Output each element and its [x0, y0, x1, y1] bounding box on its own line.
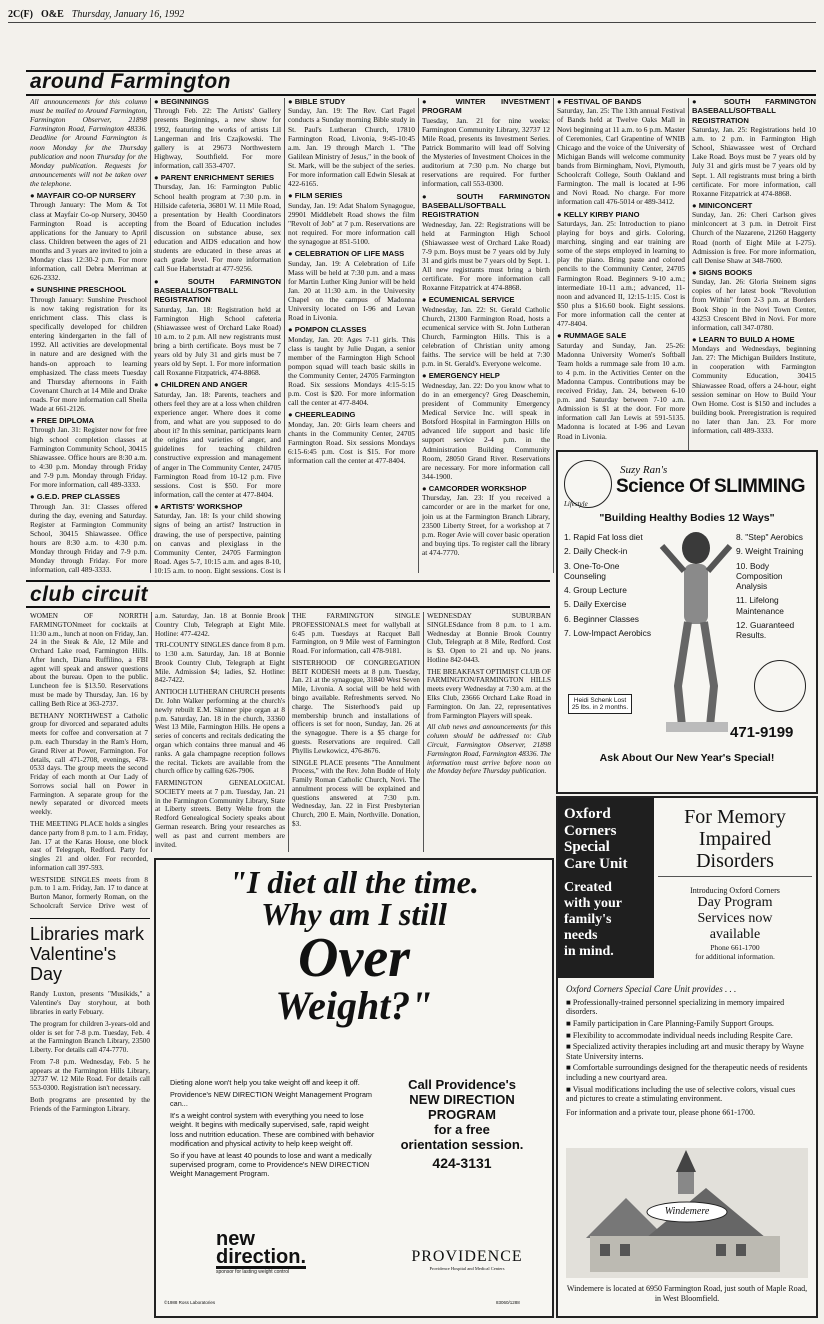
providence-logo: PROVIDENCE Providence Hospital and Medical Centers [411, 1248, 523, 1271]
around-column-3 [288, 97, 415, 577]
around-column-1 [30, 97, 147, 577]
windemere-location: Windemere is located at 6950 Farmington Road, just south of Maple Road, in West Bloomfield. [566, 1284, 808, 1303]
oxford-headline: For Memory Impaired Disorders [658, 806, 812, 877]
slimming-phone: 471-9199 [730, 724, 794, 741]
event-item: ● FESTIVAL OF BANDS Saturday, Jan. 25: The 13th annual Festival of Bands held at Twelve Oaks Mall in Novi beginning at 11 a.m. to 6 p.m. Master of Ceremonies, Carl Grapentine of WNIB Chicago and the voice of the University of Michigan Bands will welcome community bands from Birmingham, Novi, Plymouth, Schoolcraft College, South Oakland and Farmington. The mall is located at I-96 and Novi Road. No charge. For more information call 476-5014 or 489-3412. [557, 97, 685, 207]
section-title-around: around Farmington [30, 70, 231, 93]
event-item: ● ECUMENICAL SERVICE Wednesday, Jan. 22: St. Gerald Catholic Church, 21300 Farmington Road, hosts a ecumenical service with St. John Lutheran Church, Farmington Hills. This is a celebration of Christian unity among faiths. The service will be held at 7:30 p.m. in St. Gerald's. Everyone welcome. [422, 295, 550, 368]
col-rule [418, 98, 419, 573]
oxford-provides: Oxford Corners Special Care Unit provides . . . ■ Professionally-trained personnel specializing in memory impaired disorders. ■ Family participation in Care Planning-Family Support Groups. ■ Flexibility to accommodate individual needs including Respite Care. ■ Specialized activity therapies including art and music therapy by Wayne State University interns. ■ Comfortable surroundings designed for the therapeutic needs of residents including a new courtyard area. ■ Visual modifications including the use of selective colors, visual cues and pictures to create a stimulating environment. For information and a private tour, please phone 661-1700. [566, 984, 808, 1117]
col-rule [553, 98, 554, 573]
event-item: ● FREE DIPLOMA Through Jan. 31: Register now for free high school completion classes at Farmington Community School, 30415 Shiawassee. Office hours are 8:30 a.m. to 4:30 p.m. Monday through Friday and 7-9 p.m. Monday through Friday. For more information, call 489-3333. [30, 416, 147, 489]
section-title-club: club circuit [30, 583, 149, 606]
club-column-3: THE FARMINGTON SINGLE PROFESSIONALS meet for wallyball at 6:45 p.m. Tuesdays at Racquet Ball Farmington, on 9 Mile west of Farmington Road. For information, call 478-9181. SISTERHOOD OF CONGREGATION BEIT KODESH meets at 8 p.m. Tuesday, Jan. 21 at the synagogue, 31840 West Seven Mile, Livonia. A social will be held with bingo available. Refreshments served. No charge. The Sisterhood's paid up membership brunch and installations of officers is set for noon, Sunday, Jan. 26 at the synagogue. There is a $5 charge for guests. Reservations are required. Call Phyllis Lewkowicz, 476-8676. SINGLE PLACE presents "The Annulment Process," with the Rev. John Budde of Holy Family Roman Catholic Church, Novi. The annulment process will be explained and questions answered at 7:30 p.m. Wednesday, Jan. 22 in First Presbyterian Church, 200 E. Main, Northville. Donation, $3. [292, 612, 420, 828]
section-rule-bottom [26, 94, 816, 96]
col-rule [151, 612, 152, 852]
event-item: ● CHILDREN AND ANGER Saturday, Jan. 18: Parents, teachers and others feel they are at a loss when children experience anger. Where does it come from, and what are you supposed to do about it? In this seminar, participants learn the origins and varieties of anger, and guidelines for teaching children constructive expression and management of anger in The Community Center, 24705 Farmington Road from 10-12 p.m. Five sessions. Cost is $50. For more information, call the center at 477-8404. [154, 380, 281, 499]
libraries-story [30, 918, 150, 1313]
col-rule [288, 612, 289, 852]
slimming-footer: Ask About Our New Year's Special! [599, 752, 775, 764]
event-item: ● RUMMAGE SALE Saturday and Sunday, Jan. 25-26: Madonna University Women's Softball Team holds a rummage sale from 10 a.m. to 4 p.m. in the Activities Center on the Madonna Campus. Contributions may be received Friday, Jan. 24, between 6-10 p.m. and Saturday between 7-10 a.m. Admission is $1 at the door. For more information call Jan Lewis at 591-5135. Madonna is located at I-96 and Levan Road in Livonia. [557, 331, 685, 441]
paper-name: O&E [41, 8, 64, 20]
slimming-ad [556, 450, 818, 794]
club-rule-bottom [26, 606, 550, 608]
slimming-right-list: 8. "Step" Aerobics 9. Weight Training 10. Body Composition Analysis 11. Lifelong Maintenance 12. Guaranteed Results. [736, 532, 804, 640]
club-column-1: WOMEN OF NORRTH FARMINGTONmeet for cocktails at 11:30 a.m., lunch at noon on Friday, Jan. 24 in the Steak & Ale, 12 Mile and Orchard Lake road, Farmington Hills. After lunch, Diana Ruffilino, a FBI agent will speak and answer questions about the bureau. Open to the public. Luncheon fee is $13.50. Reservations must be made by Thursday, Jan. 16 by calling Beth Rice at 363-2737. BETHANY NORTHWEST a Catholic group for divorced and separated adults meets for coffee and conversation at 7 p.m. each Thursday in the Ram's Horn, Grand River at Power, Farmington. For details, call 471-2708, evenings, 478-0533 days. The group meets the second Friday of each month at Our Lady of Sorrows social hall on Power in Farmington. A separate group for the newly separated or divorced meets weekly. THE MEETING PLACE holds a singles dance party from 8 p.m. to 1 a.m. Friday, Jan. 17 at the Karas House, one block east of Telegraph, Redford. Party for singles 21 and older. For recorded, information call 397-593. WESTSIDE SINGLES meets from 8 p.m. to 1 a.m. Friday, Jan. 17 to dance at Burton Manor, formerly Roman, on the Schoolcraft Service Drive west of [30, 612, 148, 910]
slimming-subtitle: "Building Healthy Bodies 12 Ways" [599, 512, 775, 524]
event-item: ● ARTISTS' WORKSHOP Saturday, Jan. 18: Is your child showing signs of being an artist? Instruction in drawing, the use of perspective, painting on canvas and plexiglass in the Community Center, 24705 Farmington Road. Ages 5-7, 10:15 a.m. and ages 8-10, 10:15 a.m. to noon. Eight sessions. Cost is [154, 502, 281, 577]
libraries-headline-2: Valentine's Day [30, 943, 117, 984]
oxford-intro: Introducing Oxford Corners Day Program Services now available Phone 661-1700 for additional information. [690, 886, 780, 961]
around-intro: All announcements for this column must be mailed to Around Farmington, Farmington Observer, 21898 Farmington Road, Farmington 48336. Deadline for Around Farmington is noon Monday for the Thursday publication and noon Thursday for the Monday publication. Requests for announcements will not be taken over the telephone. [30, 97, 147, 188]
event-item: ● G.E.D. PREP CLASSES Through Jan. 31: Classes offered during the day, evening and Saturday. Register at Farmington Community School, 30415 Shiawassee. Office hours are 8:30 a.m. to 4:30 p.m. Monday through Friday and 7-9 p.m. Monday through Friday. For more information, call 489-3333. [30, 492, 147, 574]
issue-date: Thursday, January 16, 1992 [71, 8, 185, 20]
slimming-left-list: 1. Rapid Fat loss diet 2. Daily Check-in 3. One-To-One Counseling 4. Group Lecture 5. Daily Exercise 6. Beginner Classes 7. Low-Impact Aerobics [564, 532, 652, 638]
new-direction-ad [154, 858, 554, 1318]
windemere-sign: Windemere [664, 1206, 710, 1217]
diet-body: Dieting alone won't help you take weight off and keep it off. Providence's NEW DIRECTION Weight Management Program can... It's a weight control system with everything you need to lose weight. It begins with medically supervised, safe, rapid weight loss and nutrition education. These are combined with behavior modification and physical activity to help keep weight off. So if you have at least 40 pounds to lose and want a medically supervised program, come to Providence's NEW DIRECTION Weight Management Program. [170, 1078, 375, 1178]
event-item: ● MAYFAIR CO-OP NURSERY Through January: The Mom & Tot class at Mayfair Co-op Nursery, 30450 Farmington Road is accepting applications for the January to April class. Children between the ages of 21 months and 3 years are invited to join a Monday class 12:30-2 p.m. For more information, call Debra Merriman at 626-2332. [30, 191, 147, 282]
diet-headline: "I diet all the time. Why am I still Over Weight?" [229, 864, 479, 1028]
event-item: ● SOUTH FARMINGTON BASEBALL/SOFTBALL REGISTRATION Saturday, Jan. 18: Registration held at Farmington High School cafeteria (Shiawassee west of Orchard Lake Road) 10 a.m. to 2 p.m. All new registrants must bring a birth certificate. Boys must be 7 years old by July 31 and girls must be 7 years old by Sept. 1. For more information call Roxanne Fitzpatrick, 474-8868. [154, 277, 281, 378]
oxford-corners-ad [556, 796, 818, 1318]
libraries-headline-1: Libraries mark [30, 924, 145, 944]
event-item: ● MINICONCERT Sunday, Jan. 26: Cheri Carlson gives minlconcert at 3 p.m. in Detroit First Church of the Nazarene, 21260 Haggerty Road (north of Eight Mile at I-275). Admission is free. For more information, call Denise Shaw at 348-7600. [692, 201, 816, 265]
col-rule [150, 98, 151, 573]
diet-phone: 424-3131 [432, 1154, 492, 1171]
header-rule [8, 22, 816, 23]
club-rule-top [26, 580, 550, 582]
event-item: ● KELLY KIRBY PIANO Saturdays, Jan. 25: Introduction to piano playing for boys and girls. Coloring, marching, singing and ear training are some of the steps employed in learning to play the piano. Bring paste and colored pencils to the Community Center, 24705 Farmington Road. Beginners 9-10 a.m.; intermediate 10-11 a.m.; advanced, 11-noon and advanced II, 12:15-1:15. Cost is $50 plus a $16.60 book. Eight sessions. For more information call the center at 477-8404. [557, 210, 685, 329]
event-item: ● POMPON CLASSES Monday, Jan. 20: Ages 7-11 girls. This class is taught by Julie Dugan, a senior member of the Farmington High School pompon squad will teach basic skills in the Community Center, 24705 Farmington Road. Six sessions Mondays 4:15-5:15 p.m. Cost is $20. For more information call the center at 477-8404. [288, 325, 415, 407]
page-header [8, 6, 816, 22]
event-item: ● CAMCORDER WORKSHOP Thursday, Jan. 23: If you received a camcorder or are in the market for one, join us at the Farmington Branch Library, 23500 Liberty Street, for a workshop at 7 p.m. Roger Avie will cover basic operation and buying tips. To register call the library at 474-7770. [422, 484, 550, 557]
event-item: ● PARENT ENRICHMENT SERIES Thursday, Jan. 16: Farmington Public School health program at 7:30 p.m. in Hillside cafeteria, 36801 W. 11 Mile Road, a presentation by Health Coordinators from the Board of Education includes discussion on substance abuse, sex education and AIDS education and how students are educated in these areas at each grade level. For more information call Sue Habertstadt at 477-9256. [154, 173, 281, 273]
aerobics-figure-image [656, 526, 736, 736]
new-direction-logo: new direction. sponsor for lasting weight control [216, 1228, 307, 1275]
lifestyle-logo [754, 660, 806, 712]
col-rule [284, 98, 285, 573]
club-column-4: WEDNESDAY SUBURBAN SINGLESdance from 8 p.m. to 1 a.m. Wednesday at Bonnie Brook Country Club, Telegraph at 8 Mile, Redford. Cost is $3. Open to 21 and up. No jeans. Hotline 842-0443. THE BREAKFAST OPTIMIST CLUB OF FARMINGTON/FARMINGTON HILLS meets every Wednesday at 7:30 a.m. at the Elks Club, 23666 Orchard Lake Road in Farmington. On Jan. 22, representatives from Farmington Players will speak. All club news and announcements for this column should be addressed to: Club Circuit, Farmington Observer, 21898 Farmington Road, Farmington 48336. The information must arrive before noon on the Monday before Thursday publication. [427, 612, 551, 776]
around-column-4 [422, 97, 550, 577]
diet-copyright: ©1988 Ross Laboratories [164, 1300, 216, 1305]
event-item: ● SUNSHINE PRESCHOOL Through January: Sunshine Preschool is now taking registration for its enrichment class. This class is specifically developed for children entering kindergarten in the fall of 1992. All activities are developmental in nature and are designed with the hands-on approach to learning emphasized. The class meets Tuesday and Thursday afternoons in Faith Covenant Church at 14 Mile and Drake roads. For more information call Sheila Wade at 661-2126. [30, 285, 147, 413]
slimming-brand: Suzy Ran's [620, 464, 668, 476]
event-item: ● LEARN TO BUILD A HOME Mondays and Wednesdays, beginning Jan. 27: The Michigan Builders Institute, in cooperation with Farmington Community Education, 30415 Shiawassee Road, offers a 24-hour, eight session seminar on How to Build Your Own Home. Cost is $150 and includes a building book. Preregistration is required no later than Jan. 23. For more information, call 489-3333. [692, 335, 816, 435]
lifestyle-label: Lifestyle [564, 500, 588, 508]
around-column-2 [154, 97, 281, 577]
event-item: ● EMERGENCY HELP Wednesday, Jan. 22: Do you know what to do in an emergency? Greg Deaschemin, president of Community Emergency Medical Service Inc. will speak in Botsford Hospital in Farmington Hills on advanced life support and basic life support service 2-4 p.m. in the Administration Building Community Room, 28050 Grand River. Reservations are necessary. For more information call 344-1900. [422, 371, 550, 481]
event-item: ● CHEERLEADING Monday, Jan. 20: Girls learn cheers and chants in the Community Center, 24705 Farmington Road. Six sessions Mondays 6:15-6:45 p.m. Cost is $15. For more information call the center at 477-8404. [288, 410, 415, 465]
testimonial-badge: Heidi Schenk Lost 25 lbs. in 2 months. [568, 694, 632, 714]
diet-code: 83060/1288 [496, 1300, 520, 1305]
libraries-body: Randy Luxton, presents "Musikids," a Valentine's Day storyhour, at both libraries in early Febuary. The program for children 3-years-old and older is set for 7-8 p.m. Tuesday, Feb. 4 at the Farmington Branch Library, 23500 Liberty. For details call 474-7770. From 7-8 p.m. Wednesday, Feb. 5 he appears at the Farmington Hills Library, 32737 W. 12 Mile Road. For details call 553-0300. Registration isn't necessary. Both programs are presented by the Friends of the Farmington Library. [30, 990, 150, 1113]
col-rule [423, 612, 424, 852]
slimming-title: Science Of SLIMMING [616, 476, 805, 497]
around-column-6 [692, 97, 816, 447]
around-column-5 [557, 97, 685, 447]
oxford-name-block: Oxford Corners Special Care Unit Created with your family's needs in mind. [558, 798, 654, 978]
event-item: ● SIGNS BOOKS Sunday, Jan. 26: Gloria Steinem signs copies of her latest book "Revolution from Within" from 2-3 p.m. at Borders Book Shop in the Novi Town Center, 43253 Crescent Blvd in Novi. For more information, call 347-0780. [692, 268, 816, 332]
event-item: ● BEGINNINGS Through Feb. 22: The Artists' Gallery presents Beginnings, a new show for 1992, featuring the works of artists Lil Langerman and Iris Czajkowski. The gallery is at 29673 Northwestern Highway, Southfield. For more information, call 353-4707. [154, 97, 281, 170]
event-item: ● CELEBRATION OF LIFE MASS Sunday, Jan. 19: A Celebration of Life Mass will be held at 7:30 p.m. and a mass for Martin Luther King Junior will be held Jan. 20 at 11:30 a.m. in the University Chapel on the campus of Madonna University located on I-96 and Levan Road in Livonia. [288, 249, 415, 322]
club-column-2: a.m. Saturday, Jan. 18 at Bonnie Brook Country Club, Telegraph at Eight Mile. Hotline: 477-4242. TRI-COUNTY SINGLES dance from 8 p.m. to 1:30 a.m. Saturday, Jan. 18 at Bonnie Brook Country Club, Telegraph at Eight Mile. Admission $4; ladies, $2. Hotline: 842-7422. ANTIOCH LUTHERAN CHURCH presents Dr. John Walker performing at the church's newly rebuilt E.M. Skinner pipe organ at 8 p.m. Saturday, Jan. 18 in the church, 33360 West 13 Mile, Farmington Hills. He opens a series of concerts and recitals dedicating the organ which contains three manual and 46 ranks. A gala champagne reception follows the recital. Tickets are available from the church office by calling 626-7906. FARMINGTON GENEALOGICAL SOCIETY meets at 7 p.m. Tuesday, Jan. 21 in the Farmington Community Library, State at Liberty streets. Betty Welte from the Redford Genealogical Society speaks about German research. Bring your researches as well as past and current members are invited. [155, 612, 285, 849]
diet-call-block: Call Providence's NEW DIRECTION PROGRAM for a free orientation session. 424-3131 [382, 1078, 542, 1171]
page-number: 2C(F) [8, 8, 33, 20]
event-item: ● SOUTH FARMINGTON BASEBALL/SOFTBALL REGISTRATION Wednesday, Jan. 22: Registrations will be held at Farmington High School (Shiawassee west of Orchard Lake Road) 7-9 p.m. Boys must be 7 years old by July 31 and girls must be 7 years old by Sept. 1. All new registrants must bring a birth certificate. For more information call Roxanne Fitzpatrick at 474-8868. [422, 192, 550, 293]
event-item: ● WINTER INVESTMENT PROGRAM Tuesday, Jan. 21 for nine weeks: Farmington Community Library, 32737 12 Mile Road, presents its Investment Series. Patrick Bommarito will lead off Solving the Mysteries of Investment Choices in the auditorium at 7:30 p.m. No charge but reservations are required. For further information, call 553-0300. [422, 97, 550, 189]
event-item: ● BIBLE STUDY Sunday, Jan. 19: The Rev. Carl Pagel conducts a Sunday morning Bible study in St. Paul's Lutheran Church, 17810 Farmington Road, Livonia, 9:45-10:45 a.m. Jan. 19 through March 1. "The Galilean Ministry of Jesus," in the book of St. Mark, will be the subject of the series. For more information call Edwin Slesak at 422-6165. [288, 97, 415, 188]
event-item: ● SOUTH FARMINGTON BASEBALL/SOFTBALL REGISTRATION Saturday, Jan. 25: Registrations held 10 a.m. to 2 p.m. in Farmington High School, Shiawassee west of Orchard Lake Road. Boys must be 7 years old by July 31 and girls must be 7 years old by Sept. 1. All registrants must bring a birth certificate. For more information, call Roxanne Fitzpatrick at 474-8868. [692, 97, 816, 198]
event-item: ● FILM SERIES Sunday, Jan. 19: Adat Shalom Synagogue, 29901 Middlebelt Road shows the film "Revolt of Job" at 7 p.m. Reservations are not required. For more information call the synagogue at 851-5100. [288, 191, 415, 246]
